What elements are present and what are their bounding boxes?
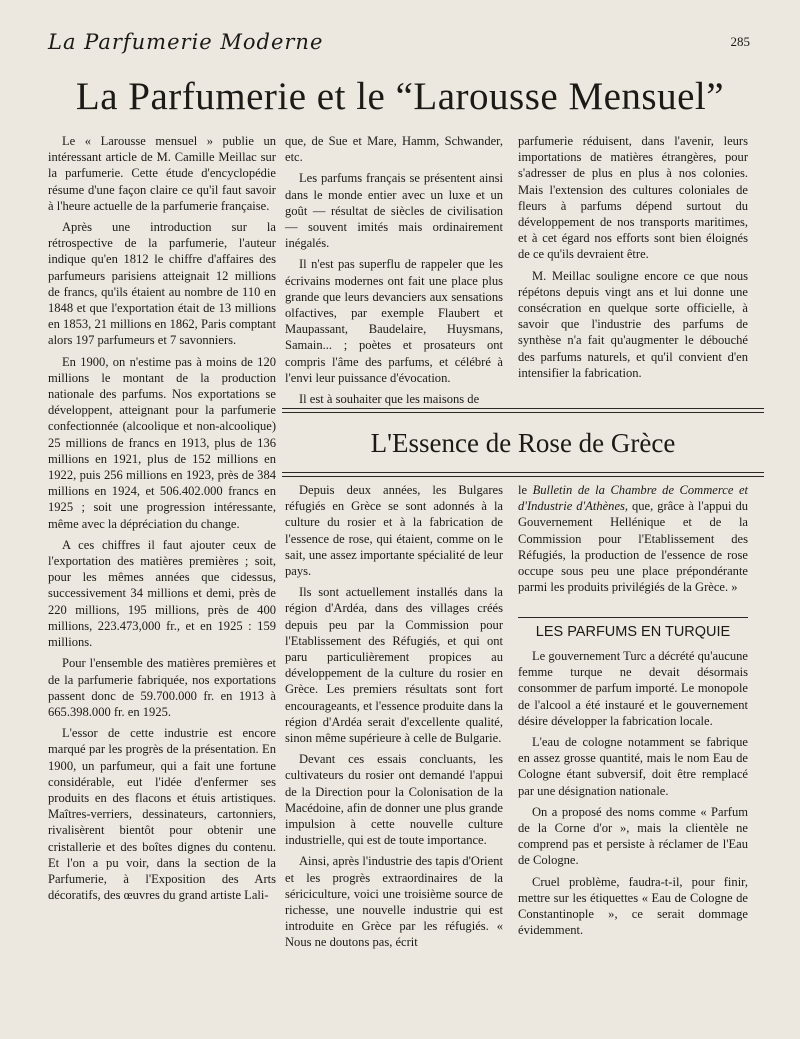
paragraph — [518, 482, 748, 595]
paragraph: Pour l'ensemble des matières premières et de la parfumerie fabriquée, nos exportations passent donc de 59.700.000 fr. en 1913 à 665.398.000 fr. en 1925. — [48, 656, 276, 719]
paragraph: Après une introduction sur la rétrospective de la parfumerie, l'auteur indique qu'en 1812 le chiffre d'affaires des parfumeurs parisiens atteignait 12 millions de francs, qu'ils étaient au nombre de 110 en 1848 et que l'exportation était de 13 millions en 1853, 21 millions en 1862, Paris comptant alors 197 parfumeurs et 7 savonniers. — [48, 220, 276, 348]
paragraph: Devant ces essais concluants, les cultivateurs du rosier ont demandé l'appui de la Direction pour la Colonisation de la Macédoine, afin de donner une plus grande impulsion à cette nouvelle culture industrielle, qui est de toute importance. — [285, 752, 503, 848]
paragraph: Il n'est pas superflu de rappeler que les écrivains modernes ont fait une place plus grande que leurs devanciers aux sensations olfactives, par exemple Flaubert et Maupassant, Baudelaire, Huysmans, Samain... ; poètes et prosateurs ont compris l'âme des parfums, et célébré à l'envi leur puissance d'évocation. — [285, 257, 503, 385]
paragraph: Ils sont actuellement installés dans la région d'Ardéa, dans des villages créés depuis peu par la Commission pour l'Etablissement des Réfugiés, et qui ont paru particulièrement propices au développement de la culture du rosier en Grèce. Les premiers résultats sont fort encourageants, et l'essence produite dans la région d'Ardéa serait d'excellente qualité, sinon même supérieure à celle de Bulgarie. — [285, 585, 503, 746]
article2-column-1 — [285, 482, 503, 956]
paragraph: Le gouvernement Turc a décrété qu'aucune femme turque ne devait désormais consommer de parfum importé. Le monopole de l'alcool a été instauré et le gouvernement désire développer la fabrication locale. — [518, 649, 748, 728]
paragraph: L'eau de cologne notamment se fabrique en assez grosse quantité, mais le nom Eau de Cologne étant subversif, doit être remplacé par une désignation nationale. — [518, 735, 748, 798]
article3-column — [518, 648, 748, 943]
subsection-divider — [518, 617, 748, 618]
section-divider-top — [282, 408, 764, 413]
paragraph: A ces chiffres il faut ajouter ceux de l'exportation des matières premières ; soit, pour les mêmes années que cidessus, successivement 34 millions et demi, près de 220 millions, 195 millions, près de 400 millions, 223.473,000 fr., et en 1925 : 159 millions. — [48, 537, 276, 650]
article1-column-1 — [48, 133, 276, 908]
page-number: 285 — [730, 34, 750, 49]
text-fragment: le — [518, 483, 533, 497]
article-title-larousse: La Parfumerie et le “Larousse Mensuel” — [75, 75, 725, 118]
paragraph: L'essor de cette industrie est encore marqué par les progrès de la présentation. En 1900, un parfumeur, qui a fait une fortune considérable, eut l'idée d'enfermer ses produits en des flacons et étuis artistiques. Maîtres-verriers, dessinateurs, cartonniers, rivalisèrent bientôt pour obtenir une cristallerie et des boîtes dignes du contenu. Et l'on a pu voir, dans la section de la Parfumerie, à l'Exposition des Arts décoratifs, des œuvres du grand artiste Lali- — [48, 726, 276, 903]
paragraph: Depuis deux années, les Bulgares réfugiés en Grèce se sont adonnés à la culture du rosier et à la fabrication de l'essence de rose, qui étaient, comme on le sait, une assez importante spécialité de leur pays. — [285, 483, 503, 579]
article-title-rose: L'Essence de Rose de Grèce — [370, 428, 676, 458]
masthead: La Parfumerie Moderne — [48, 30, 324, 54]
article2-column-2 — [518, 482, 748, 600]
publication-name: Bulletin de la Chambre de Commerce et d'Industrie d'Athènes, — [518, 483, 748, 514]
paragraph: Cruel problème, faudra-t-il, pour finir, mettre sur les étiquettes « Eau de Cologne de Constantinople », ce serait dommage évidemment. — [518, 874, 748, 938]
text-fragment: que, grâce à l'appui du Gouvernement Hellénique et de la Commission pour l'Etablissement des Réfugiés, la production de l'essence de rose occupe sous peu une place prépondérante parmi les produits privilégiés de la Grèce. » — [518, 499, 748, 595]
article-title-turquie: LES PARFUMS EN TURQUIE — [535, 624, 731, 640]
paragraph: Ainsi, après l'industrie des tapis d'Orient et les progrès extraordinaires de la sériciculture, voici une troisième source de richesse, une nouvelle industrie qui est introduite en Grèce par les réfugiés. « Nous ne doutons pas, écrit — [285, 854, 503, 950]
paragraph: que, de Sue et Mare, Hamm, Schwander, etc. — [285, 134, 503, 165]
paragraph: Le « Larousse mensuel » publie un intéressant article de M. Camille Meillac sur la parfumerie. Cette étude d'encyclopédie résume d'une façon claire ce qu'il faut savoir à l'heure actuelle de la parfumerie française. — [48, 134, 276, 213]
paragraph: Il est à souhaiter que les maisons de — [299, 392, 480, 407]
paragraph: En 1900, on n'estime pas à moins de 120 millions le montant de la production nationale des parfums. Nos exportations se développent, atteignant pour la parfumerie confectionnée (alcoolique et non-alcoolique) 25 millions de francs en 1913, plus de 136 millions en 1921, plus de 152 millions en 1922, puis 256 millions en 1923, près de 384 millions en 1924, et 506.402.000 francs en 1925 ; soit une progression intéressante, même avec la dépréciation du change. — [48, 354, 276, 531]
paragraph: M. Meillac souligne encore ce que nous répétons depuis vingt ans et lui donne une consécration en quelque sorte officielle, à savoir que l'industrie des parfums de synthèse n'a fait qu'augmenter le débouché des parfums naturels, et qu'il convient d'en intensifier la fabrication. — [518, 268, 748, 380]
article1-column-3 — [518, 133, 748, 386]
paragraph: Les parfums français se présentent ainsi dans le monde entier avec un luxe et un goût — résultat de siècles de civilisation — souvent imités mais ordinairement inégalés. — [285, 171, 503, 251]
paragraph: On a proposé des noms comme « Parfum de la Corne d'or », mais la clientèle ne comprend pas et persiste à réclamer de l'Eau de Cologne. — [518, 804, 748, 868]
article1-column-2 — [285, 133, 503, 412]
section-divider-bottom — [282, 472, 764, 477]
paragraph: parfumerie réduisent, dans l'avenir, leurs importations de matières étrangères, pour s'adresser de plus en plus à nos colonies. Mais l'extension des cultures coloniales de fleurs à parfums dépend surtout du développement de nos transports maritimes, et à cet égard nos efforts sont bien éloignés de ce qu'ils devraient être. — [518, 134, 748, 262]
